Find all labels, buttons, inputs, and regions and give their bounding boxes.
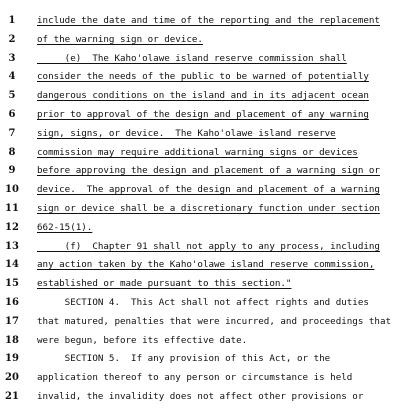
document-line	[0, 147, 400, 167]
line-number: 5	[8, 90, 16, 102]
document-line	[0, 372, 400, 392]
underlined-text: 662-15(1).	[37, 221, 93, 233]
line-number: 12	[5, 221, 19, 233]
line-text: SECTION 5. If any provision of this Act, or the	[37, 353, 331, 365]
underlined-text: include the date and time of the reporting and the replacement	[37, 15, 380, 26]
document-line	[0, 335, 400, 355]
underlined-text: sign or device shall be a discretionary function under section	[37, 203, 380, 214]
document-line	[0, 241, 400, 261]
document-line	[0, 203, 400, 223]
line-number: 18	[5, 334, 19, 346]
document-line	[0, 278, 400, 298]
underlined-text: device. The approval of the design and placement of a warning	[37, 184, 380, 196]
underlined-text: sign, signs, or device. The Kaho'olawe island reserve	[37, 127, 336, 139]
underlined-text: commission may require additional warning signs or devices	[37, 146, 358, 158]
line-number: 16	[5, 297, 19, 308]
line-number: 3	[8, 52, 16, 64]
line-number: 13	[5, 240, 19, 252]
line-number: 6	[8, 109, 16, 120]
line-number: 8	[8, 146, 16, 158]
line-number: 1	[8, 15, 16, 26]
line-number: 7	[8, 127, 16, 139]
underlined-text: prior to approval of the design and placement of any warning	[37, 109, 369, 120]
document-line	[0, 34, 400, 54]
document-line	[0, 353, 400, 373]
document-line	[0, 165, 400, 185]
line-number: 21	[5, 391, 19, 402]
document-line	[0, 15, 400, 35]
line-number: 10	[5, 184, 19, 196]
line-text: were begun, before its effective date.	[37, 334, 248, 346]
document-line	[0, 184, 400, 204]
document-line	[0, 222, 400, 242]
document-line	[0, 297, 400, 317]
line-text: that matured, penalties that were incurred, and proceedings that	[37, 315, 392, 327]
document-line	[0, 128, 400, 148]
document-line	[0, 53, 400, 73]
underlined-text: any action taken by the Kaho'olawe island reserve commission,	[37, 259, 375, 271]
underlined-text: before approving the design and placement of a warning sign or	[37, 165, 380, 177]
document-line	[0, 391, 400, 411]
underlined-text: established or made pursuant to this section."	[37, 278, 292, 290]
line-number: 9	[8, 165, 16, 177]
document-line	[0, 259, 400, 279]
document-line	[0, 316, 400, 336]
line-text: SECTION 4. This Act shall not affect rights and duties	[37, 297, 369, 308]
underlined-text: (f) Chapter 91 shall not apply to any process, including	[37, 240, 380, 252]
line-number: 20	[5, 372, 19, 384]
line-number: 11	[5, 203, 19, 214]
underlined-text: consider the needs of the public to be warned of potentially	[37, 71, 369, 83]
line-number: 14	[5, 259, 19, 271]
line-text: application thereof to any person or circumstance is held	[37, 372, 353, 384]
underlined-text: dangerous conditions on the island and in its adjacent ocean	[37, 90, 369, 102]
underlined-text: of the warning sign or device.	[37, 33, 203, 45]
line-number: 2	[8, 33, 16, 45]
line-number: 15	[5, 278, 19, 290]
line-number: 17	[5, 315, 19, 327]
document-line	[0, 90, 400, 110]
line-number: 4	[8, 71, 16, 83]
line-text: invalid, the invalidity does not affect other provisions or	[37, 391, 364, 402]
line-number: 19	[5, 353, 19, 365]
underlined-text: (e) The Kaho'olawe island reserve commission shall	[37, 52, 347, 64]
document-line	[0, 71, 400, 91]
document-line	[0, 109, 400, 129]
